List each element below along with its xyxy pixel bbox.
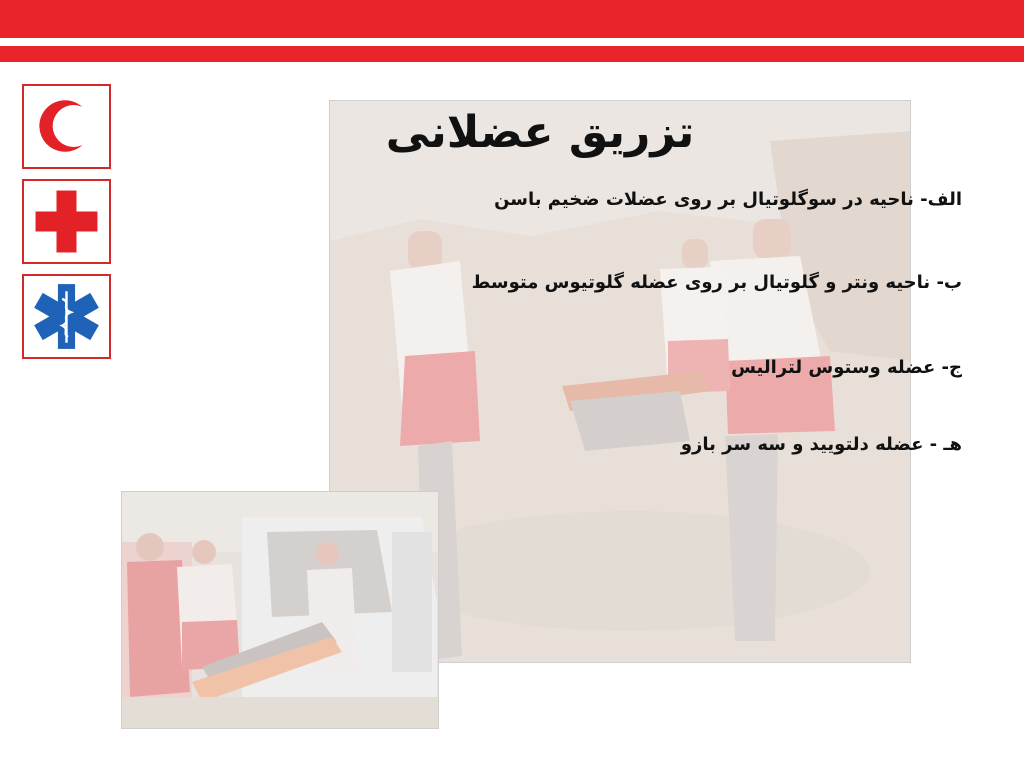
star-of-life-logo [22, 274, 111, 359]
star-of-life-icon [24, 276, 109, 357]
red-crescent-logo [22, 84, 111, 169]
red-crescent-icon [24, 86, 109, 167]
header-red-band [0, 0, 1024, 38]
bullet-item: ب- ناحیه ونتر و گلوتیال بر روی عضله گلوتیوس متوسط [471, 272, 962, 293]
red-cross-icon [24, 181, 109, 262]
bullet-item: هـ - عضله دلتویید و سه سر بازو [680, 434, 962, 455]
bullet-item: الف- ناحیه در سوگلوتیال بر روی عضلات ضخیم باسن [494, 189, 962, 210]
red-cross-logo [22, 179, 111, 264]
header-red-stripe [0, 46, 1024, 62]
bullet-item: ج- عضله وستوس لترالیس [731, 357, 962, 378]
ambulance-photo [121, 491, 439, 729]
slide-title: تزریق عضلانی [385, 107, 695, 158]
